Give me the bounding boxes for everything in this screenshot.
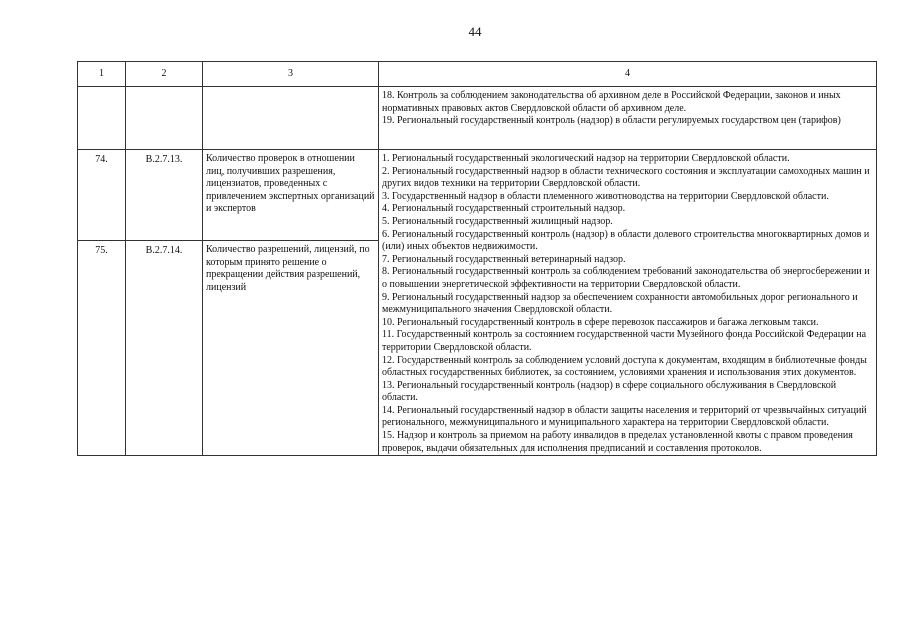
cell-empty xyxy=(126,87,203,150)
row-description: Количество разрешений, лицензий, по которым принято решение о прекращении действия разрешений, лицензий xyxy=(203,241,379,456)
list-item: 12. Государственный контроль за соблюдением условий доступа к документам, входящим в библиотечные фонды областных государственных библиотек, за состоянием, условиями хранения и использования этих документов. xyxy=(382,354,867,379)
list-item: 14. Региональный государственный надзор в области защиты населения и территорий от чрезвычайных ситуаций регионального, межмуниципального и муниципального характера на территории Свердловской области. xyxy=(382,404,867,429)
cell-empty xyxy=(78,87,126,150)
header-col-2: 2 xyxy=(126,62,203,87)
header-col-1: 1 xyxy=(78,62,126,87)
document-table xyxy=(77,61,877,456)
header-col-4: 4 xyxy=(379,62,877,87)
cell-items xyxy=(379,87,877,150)
row-code: В.2.7.14. xyxy=(126,241,203,456)
header-row xyxy=(78,62,877,87)
header-col-3: 3 xyxy=(203,62,379,87)
list-item: 19. Региональный государственный контроль (надзор) в области регулируемых государством цен (тарифов) xyxy=(382,115,841,127)
list-item: 15. Надзор и контроль за приемом на работу инвалидов в пределах установленной квоты с правом проведения проверок, выдачи обязательных для исполнения предписаний и составления протоколов. xyxy=(382,430,853,454)
list-item: 18. Контроль за соблюдением законодательства об архивном деле в Российской Федерации, законов и иных нормативных правовых актов Свердловской области об архивном деле. xyxy=(382,90,841,114)
row-description: Количество проверок в отношении лиц, получивших разрешения, лицензиатов, проведенных с привлечением экспертных организаций и экспертов xyxy=(203,150,379,241)
list-item: 2. Региональный государственный надзор в области технического состояния и эксплуатации самоходных машин и других видов техники на территории Свердловской области. xyxy=(382,165,870,190)
row-number: 75. xyxy=(78,241,126,456)
cell-items xyxy=(379,150,877,456)
cell-empty xyxy=(203,87,379,150)
page-number: 44 xyxy=(468,24,482,39)
list-item: 1. Региональный государственный экологический надзор на территории Свердловской области. xyxy=(382,153,790,164)
list-item: 7. Региональный государственный ветеринарный надзор. xyxy=(382,253,626,265)
list-item: 8. Региональный государственный контроль за соблюдением требований законодательства об энергосбережении и о повышении энергетической эффективности на территории Свердловской области. xyxy=(382,266,870,290)
list-item: 5. Региональный государственный жилищный надзор. xyxy=(382,215,613,227)
list-item: 9. Региональный государственный надзор за обеспечением сохранности автомобильных дорог регионального и межмуниципального значения Свердловской области. xyxy=(382,291,858,316)
table-row xyxy=(78,150,877,241)
list-item: 11. Государственный контроль за состоянием государственной части Музейного фонда Российской Федерации на территории Свердловской области. xyxy=(382,329,867,353)
list-item: 10. Региональный государственный контроль в сфере перевозок пассажиров и багажа легковым такси. xyxy=(382,316,819,328)
table-row-continued xyxy=(78,87,877,150)
list-item: 4. Региональный государственный строительный надзор. xyxy=(382,203,626,215)
list-item: 13. Региональный государственный контроль (надзор) в сфере социального обслуживания в Свердловской области. xyxy=(382,379,837,404)
list-item: 3. Государственный надзор в области племенного животноводства на территории Свердловской области. xyxy=(382,190,829,202)
row-number: 74. xyxy=(78,150,126,241)
list-item: 6. Региональный государственный контроль (надзор) в области долевого строительства многоквартирных домов и (или) иных объектов недвижимости. xyxy=(382,228,870,253)
row-code: В.2.7.13. xyxy=(126,150,203,241)
